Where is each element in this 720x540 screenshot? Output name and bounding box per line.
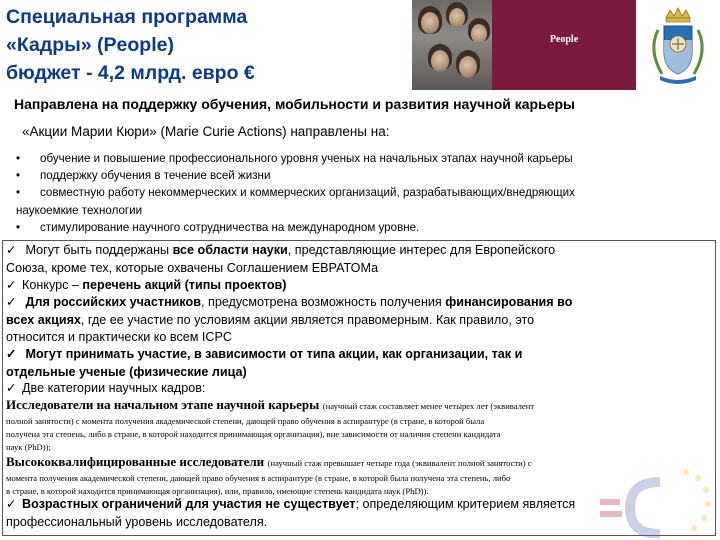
- intro-text: «Акции Марии Кюри» (Marie Curie Actions) направлены на:: [22, 124, 390, 139]
- list-item: • стимулирование научного сотрудничества на международном уровне.: [16, 219, 716, 236]
- check-item-participation: ✓ Могут принимать участие, в зависимости от типа акции, как организации, так и отдельные ученые (физические лица): [6, 347, 523, 379]
- list-item: • обучение и повышение профессионального уровня ученых на начальных этапах научной карьеры: [16, 150, 716, 167]
- goals-list: [16, 150, 716, 236]
- bullet-icon: •: [16, 152, 21, 165]
- emblem-area: [636, 0, 720, 90]
- check-icon: ✓: [6, 347, 17, 361]
- check-icon: ✓: [6, 381, 17, 395]
- coat-of-arms-icon: [636, 0, 720, 90]
- early-stage-researchers: Исследователи на начальном этапе научной карьеры (научный стаж составляет менее четырех лет (эквивалент полной занятости) с момента получения академической степени, дающей право обучения в аспирантуре (в стране, в которой была получена эта степень, либо в стране, в которой находится принимающая организация), вне зависимости от наличия степени кандидата наук (PhD));: [6, 397, 535, 452]
- title-line-2: «Кадры» (People): [6, 34, 174, 56]
- section-subtitle: Направлена на поддержку обучения, мобильности и развития научной карьеры: [14, 96, 575, 112]
- check-icon: ✓: [6, 278, 17, 292]
- bullet-icon: •: [16, 169, 21, 183]
- check-icon: ✓: [6, 243, 17, 257]
- check-item-categories: ✓ Две категории научных кадров:: [6, 380, 706, 398]
- bullet-icon: •: [16, 220, 21, 234]
- check-icon: ✓: [6, 497, 17, 511]
- list-item-continuation: наукоемкие технологии: [16, 203, 143, 217]
- title-line-3: бюджет - 4,2 млрд. евро €: [6, 62, 255, 84]
- page-title: [6, 3, 414, 87]
- experienced-title: Высококвалифицированные исследователи: [6, 454, 265, 469]
- check-item-sciences: ✓ Могут быть поддержаны все области науки, представляющие интерес для Европейского Союза, кроме тех, которые охвачены Соглашением ЕВРАТОМа: [6, 243, 556, 275]
- check-icon: ✓: [6, 295, 17, 309]
- experienced-researchers: Высококвалифицированные исследователи (научный стаж превышает четыре года (эквивалент полной занятости) с момента получения академической степени, дающей право обучения в аспирантуре (в стране, в которой была получена эта степень, либо в стране, в которой находится принимающая организация), или, правило, имеющие степень кандидата наук (PhD)).: [6, 454, 532, 496]
- list-item: • поддержку обучения в течение всей жизни: [16, 167, 716, 184]
- check-item-russian-participants: ✓ Для российских участников, предусмотрена возможность получения финансирования во всех акциях, где ее участие по условиям акции является правомерным. Как правило, это относится и практически ко всем ICPC: [6, 295, 573, 344]
- bullet-icon: •: [16, 186, 21, 200]
- early-stage-title: Исследователи на начальном этапе научной карьеры: [6, 397, 320, 412]
- header-band: [0, 0, 412, 90]
- people-label: People: [549, 34, 579, 45]
- title-line-1: Специальная программа: [6, 6, 248, 28]
- people-photo: [412, 0, 492, 90]
- list-item: • совместную работу некоммерческих и коммерческих организаций, разрабатывающих/внедряющих: [16, 184, 716, 201]
- people-banner: [492, 0, 636, 90]
- check-item-contest: ✓ Конкурс – перечень акций (типы проектов): [6, 277, 706, 295]
- check-item-age: ✓ Возрастных ограничений для участия не существует; определяющим критерием является профессиональный уровень исследователя.: [6, 497, 576, 529]
